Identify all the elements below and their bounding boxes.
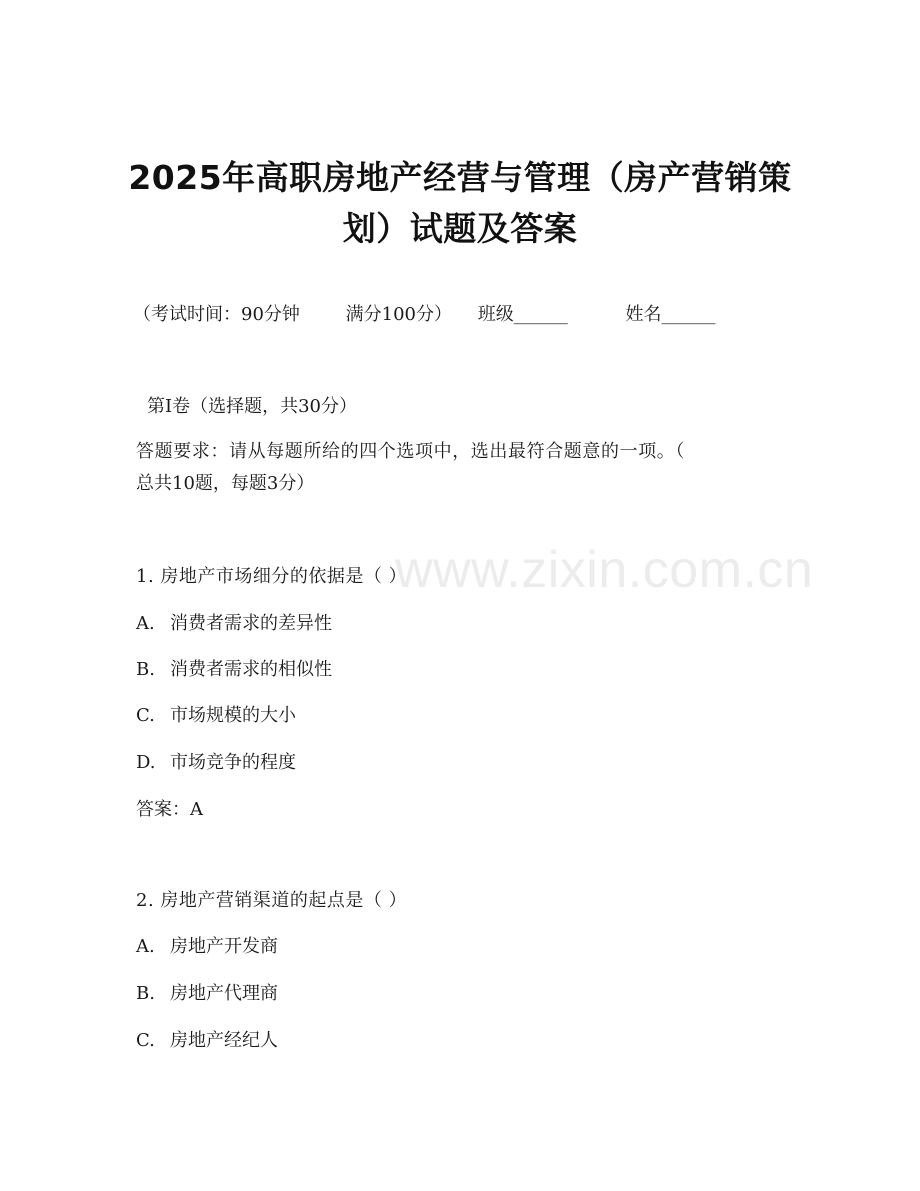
option-text: 房地产经纪人 [170,1030,278,1051]
option-text: 市场规模的大小 [170,705,296,726]
option-letter: A. [136,613,155,634]
page-title-line1: 2025年高职房地产经营与管理（房产营销策 [128,158,792,197]
option-text: 房地产代理商 [170,983,278,1004]
page-title-line2: 划）试题及答案 [342,209,578,248]
watermark: www.zixin.com.cn [395,541,814,599]
option-letter: A. [136,936,155,957]
option-letter: C. [136,1030,155,1051]
option-letter: B. [136,659,155,680]
question-1-option-c [136,704,296,728]
question-2-option-c [136,1029,278,1053]
question-1-option-d [136,751,296,775]
option-text: 市场竞争的程度 [170,752,296,773]
question-1-answer: 答案：A [136,799,203,820]
question-1-option-b [136,658,332,682]
option-text: 房地产开发商 [170,936,278,957]
name-field: 姓名______ [625,304,716,325]
option-text: 消费者需求的相似性 [170,659,332,680]
question-2-stem: 2. 房地产营销渠道的起点是（ ） [136,890,408,911]
option-text: 消费者需求的差异性 [170,613,332,634]
option-letter: B. [136,983,155,1004]
class-field: 班级______ [477,304,568,325]
exam-score: 满分100分） [345,304,452,325]
requirement-line1: 答题要求：请从每题所给的四个选项中，选出最符合题意的一项。（ [136,441,685,462]
exam-time: （考试时间：90分钟 [133,304,300,325]
option-letter: D. [136,752,156,773]
exam-info-line [133,300,715,326]
requirement-line2: 总共10题，每题3分） [136,473,315,494]
question-1-option-a [136,612,332,636]
question-2-option-b [136,982,278,1006]
section-title: 第I卷（选择题，共30分） [147,396,358,417]
question-1-stem: 1. 房地产市场细分的依据是（ ） [136,566,408,587]
question-2-option-a [136,935,278,959]
option-letter: C. [136,705,155,726]
